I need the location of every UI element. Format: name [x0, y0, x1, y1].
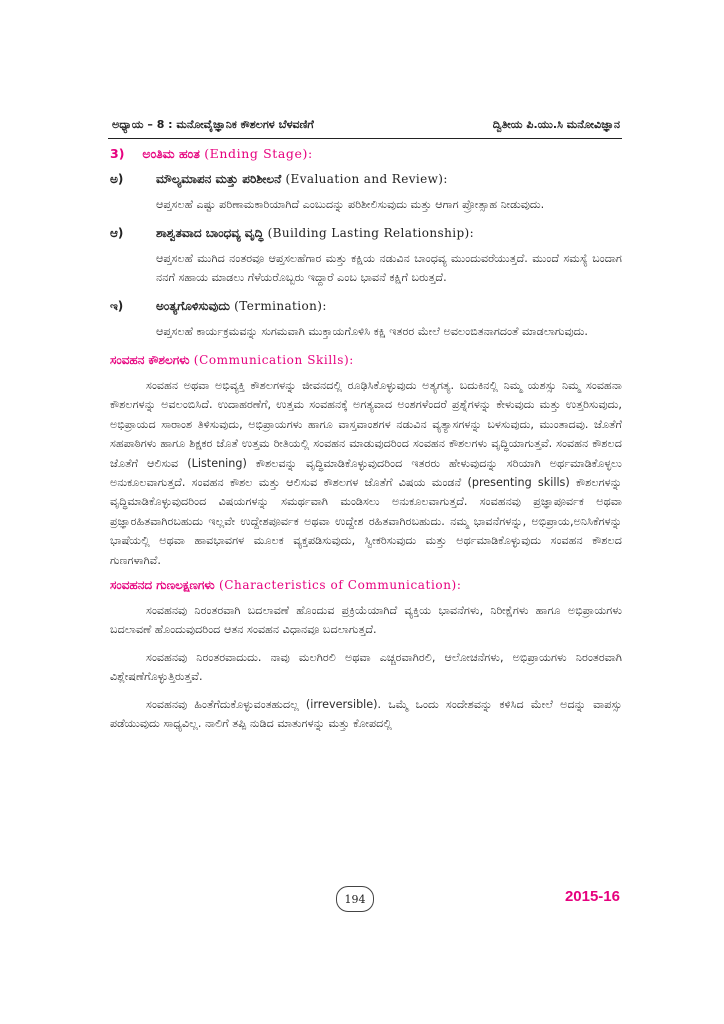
- item-body: ಆಪ್ತಸಲಹೆ ಎಷ್ಟು ಪರಿಣಾಮಕಾರಿಯಾಗಿದೆ ಎಂಬುದನ್ನು ಪರಿಶೀಲಿಸುವುದು ಮತ್ತು ಆಗಾಗ ಪ್ರೋತ್ಸಾಹ ನೀಡುವುದು.: [156, 198, 545, 211]
- stage-item-evaluation: [110, 172, 622, 214]
- stage-item-termination: [110, 299, 622, 341]
- item-title-en: (Evaluation and Review):: [285, 172, 448, 186]
- academic-year: 2015-16: [564, 888, 620, 905]
- section-title-en: (Ending Stage):: [204, 146, 313, 161]
- characteristics-paragraph: ಸಂವಹನವು ನಿರಂತರವಾಗಿ ಬದಲಾವಣೆ ಹೊಂದುವ ಪ್ರಕ್ರಿಯೆಯಾಗಿದೆ ವ್ಯಕ್ತಿಯ ಭಾವನೆಗಳು, ನಿರೀಕ್ಷೆಗಳು ಹಾಗೂ ಅಭಿಪ್ರಾಯಗಳು ಬದಲಾವಣೆ ಹೊಂದುವುದರಿಂದ ಆತನ ಸಂವಹನ ವಿಧಾನವೂ ಬದಲಾಗುತ್ತದೆ.: [110, 604, 622, 637]
- communication-characteristics-heading: [110, 578, 622, 593]
- item-title-en: (Termination):: [234, 299, 327, 313]
- section-number: 3): [110, 146, 125, 161]
- header-chapter-title: ಅಧ್ಯಾಯ – 8 : ಮನೋವೈಜ್ಞಾನಿಕ ಕೌಶಲಗಳ ಬೆಳವಣಿಗೆ: [112, 118, 314, 131]
- stage-item-relationship: [110, 226, 622, 287]
- characteristics-paragraph: ಸಂವಹನವು ಹಿಂತೆಗೆದುಕೊಳ್ಳುವಂತಹುದಲ್ಲ (irreversible). ಒಮ್ಮೆ ಒಂದು ಸಂದೇಶವನ್ನು ಕಳಿಸಿದ ಮೇಲೆ ಅದನ್ನು ವಾಪಸ್ಸು ಪಡೆಯುವುದು ಸಾಧ್ಯವಿಲ್ಲ. ನಾಲಿಗೆ ತಪ್ಪಿ ನುಡಿದ ಮಾತುಗಳನ್ನು ಮತ್ತು ಕೋಪದಲ್ಲಿ: [110, 697, 622, 731]
- item-title-kn: ಶಾಶ್ವತವಾದ ಬಾಂಧವ್ಯ ವೃದ್ಧಿ: [156, 226, 264, 240]
- heading-en: (Communication Skills):: [193, 353, 354, 367]
- header-book-title: ದ್ವಿತೀಯ ಪಿ.ಯು.ಸಿ ಮನೋವಿಜ್ಞಾನ: [492, 118, 620, 131]
- item-title-kn: ಮೌಲ್ಯಮಾಪನ ಮತ್ತು ಪರಿಶೀಲನೆ: [156, 172, 282, 186]
- running-header: [112, 118, 620, 132]
- page-content: [110, 146, 622, 742]
- header-rule: [108, 138, 622, 139]
- heading-kn: ಸಂವಹನದ ಗುಣಲಕ್ಷಣಗಳು: [110, 578, 215, 593]
- item-body: ಆಪ್ತಸಲಹೆ ಮುಗಿದ ನಂತರವೂ ಆಪ್ತಸಲಹೆಗಾರ ಮತ್ತು ಕಕ್ಷಿಯ ನಡುವಿನ ಬಾಂಧವ್ಯ ಮುಂದುವರೆಯುತ್ತದೆ. ಮುಂದೆ ಸಮಸ್ಯೆ ಬಂದಾಗ ನನಗೆ ಸಹಾಯ ಮಾಡಲು ಗೆಳೆಯರೊಬ್ಬರು ಇದ್ದಾರೆ ಎಂಬ ಭಾವನೆ ಕಕ್ಷಿಗೆ ಬರುತ್ತದೆ.: [156, 252, 622, 284]
- item-title-en: (Building Lasting Relationship):: [267, 226, 475, 240]
- heading-en: (Characteristics of Communication):: [218, 578, 462, 593]
- communication-skills-heading: [110, 353, 622, 368]
- item-label: ಇ): [110, 299, 124, 313]
- characteristics-paragraph: ಸಂವಹನವು ನಿರಂತರವಾದುದು. ನಾವು ಮಲಗಿರಲಿ ಅಥವಾ ಎಚ್ಚರವಾಗಿರಲಿ, ಆಲೋಚನೆಗಳು, ಅಭಿಪ್ರಾಯಗಳು ನಿರಂತರವಾಗಿ ವಿಶ್ಲೇಷಣೆಗೊಳ್ಳುತ್ತಿರುತ್ತವೆ.: [110, 650, 622, 684]
- item-label: ಅ): [110, 172, 124, 186]
- page-number: 194: [336, 886, 374, 912]
- heading-kn: ಸಂವಹನ ಕೌಶಲಗಳು: [110, 353, 190, 367]
- ending-stage-heading: [110, 146, 622, 162]
- section-title-kn: ಅಂತಿಮ ಹಂತ: [142, 146, 200, 161]
- communication-skills-paragraph: ಸಂವಹನ ಅಥವಾ ಅಭಿವ್ಯಕ್ತಿ ಕೌಶಲಗಳನ್ನು ಜೀವನದಲ್ಲಿ ರೂಢಿಸಿಕೊಳ್ಳುವುದು ಅತ್ಯಗತ್ಯ. ಬದುಕಿನಲ್ಲಿ ನಿಮ್ಮ ಯಶಸ್ಸು ನಿಮ್ಮ ಸಂವಹನಾ ಕೌಶಲಗಳನ್ನು ಅವಲಂಬಿಸಿದೆ. ಉದಾಹರಣೆಗೆ, ಉತ್ತಮ ಸಂವಹನಕ್ಕೆ ಅಗತ್ಯವಾದ ಅಂಶಗಳೆಂದರೆ ಪ್ರಶ್ನೆಗಳನ್ನು ಕೇಳುವುದು ಮತ್ತು ಉತ್ತರಿಸುವುದು, ಅಭಿಪ್ರಾಯದ ಸಾರಾಂಶ ತಿಳಿಸುವುದು, ಅಭಿಪ್ರಾಯಗಳು ಹಾಗೂ ವಾಸ್ತವಾಂಶಗಳ ನಡುವಿನ ವ್ಯತ್ಯಾಸಗಳನ್ನು ಬಳಸುವುದು, ಮುಂತಾದವು. ಜೊತೆಗೆ ಸಹಪಾಠಿಗಳು ಹಾಗೂ ಶಿಕ್ಷಕರ ಜೊತೆ ಉತ್ತಮ ರೀತಿಯಲ್ಲಿ ಸಂವಹನ ಮಾಡುವುದರಿಂದ ಸಂವಹನ ಕೌಶಲಗಳು ವೃದ್ಧಿಯಾಗುತ್ತವೆ. ಸಂವಹನ ಕೌಶಲದ ಜೊತೆಗೆ ಆಲಿಸುವ (Listening) ಕೌಶಲವನ್ನು ವೃದ್ಧಿಮಾಡಿಕೊಳ್ಳುವುದರಿಂದ ಇತರರು ಹೇಳುವುದನ್ನು ಸರಿಯಾಗಿ ಅರ್ಥಮಾಡಿಕೊಳ್ಳಲು ಅನುಕೂಲವಾಗುತ್ತದೆ. ಸಂವಹನ ಕೌಶಲ ಮತ್ತು ಆಲಿಸುವ ಕೌಶಲಗಳ ಜೊತೆಗೆ ವಿಷಯ ಮಂಡನೆ (presenting skills) ಕೌಶಲಗಳನ್ನು ವೃದ್ಧಿಮಾಡಿಕೊಳ್ಳುವುದರಿಂದ ವಿಷಯಗಳನ್ನು ಸಮರ್ಥವಾಗಿ ಮಂಡಿಸಲು ಅನುಕೂಲವಾಗುತ್ತದೆ. ಸಂವಹನವು ಪ್ರಜ್ಞಾಪೂರ್ವಕ ಅಥವಾ ಪ್ರಜ್ಞಾರಹಿತವಾಗಿರಬಹುದು ಇಲ್ಲವೇ ಉದ್ದೇಶಪೂರ್ವಕ ಅಥವಾ ಉದ್ದೇಶ ರಹಿತವಾಗಿರಬಹುದು. ನಮ್ಮ ಭಾವನೆಗಳನ್ನು, ಅಭಿಪ್ರಾಯ,ಅನಿಸಿಕೆಗಳನ್ನು ಭಾಷೆಯಲ್ಲಿ ಅಥವಾ ಹಾವಭಾವಗಳ ಮೂಲಕ ವ್ಯಕ್ತಪಡಿಸುವುದು, ಸ್ವೀಕರಿಸುವುದು ಮತ್ತು ಅರ್ಥಮಾಡಿಕೊಳ್ಳುವುದು ಸಂವಹನ ಕೌಶಲದ ಗುಣಗಳಾಗಿವೆ.: [110, 379, 622, 567]
- item-label: ಆ): [110, 226, 124, 240]
- item-body: ಆಪ್ತಸಲಹೆ ಕಾರ್ಯಕ್ರಮವನ್ನು ಸುಗಮವಾಗಿ ಮುಕ್ತಾಯಗೊಳಿಸಿ ಕಕ್ಷಿ ಇತರರ ಮೇಲೆ ಅವಲಂಬಿತನಾಗದಂತೆ ಮಾಡಲಾಗುವುದು.: [156, 325, 588, 338]
- item-title-kn: ಅಂತ್ಯಗೊಳಿಸುವುದು: [156, 299, 230, 313]
